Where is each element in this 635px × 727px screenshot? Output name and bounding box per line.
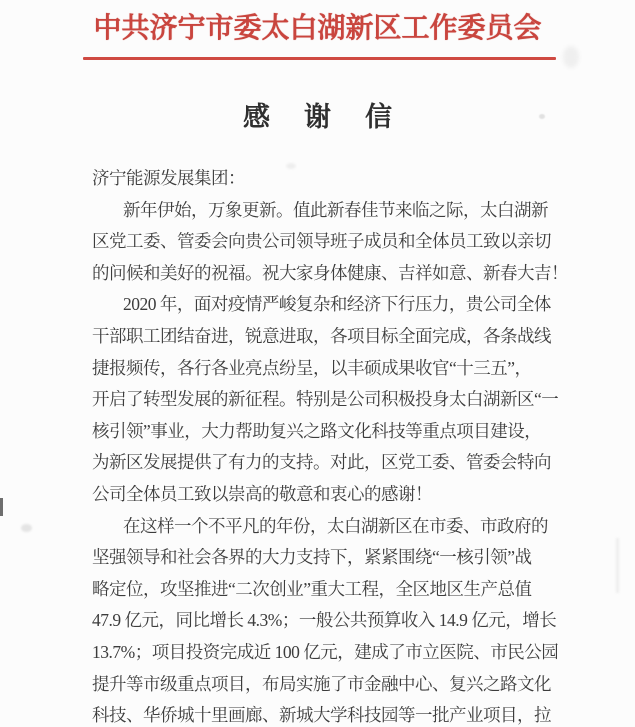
body-line: 核引领”事业，大力帮助复兴之路文化科技等重点项目建设， bbox=[92, 420, 542, 441]
letterhead-divider bbox=[83, 57, 556, 60]
letter-title-char: 信 bbox=[365, 102, 392, 132]
letter-title-char: 感 bbox=[243, 102, 270, 132]
body-line: 开启了转型发展的新征程。特别是公司积极投身太白湖新区“一 bbox=[92, 389, 559, 410]
body-line: 2020 年，面对疫情严峻复杂和经济下行压力，贵公司全体 bbox=[123, 294, 551, 315]
letter-body bbox=[0, 163, 635, 727]
body-line: 为新区发展提供了有力的支持。对此，区党工委、管委会特向 bbox=[92, 452, 551, 473]
letter-title-char: 谢 bbox=[304, 102, 331, 132]
body-line: 在这样一个不平凡的年份，太白湖新区在市委、市政府的 bbox=[123, 515, 548, 536]
body-line: 公司全体员工致以崇高的敬意和衷心的感谢！ bbox=[92, 483, 432, 504]
body-line: 区党工委、管委会向贵公司领导班子成员和全体员工致以亲切 bbox=[92, 231, 551, 252]
body-line: 干部职工团结奋进，锐意进取，各项目标全面完成，各条战线 bbox=[92, 325, 551, 346]
body-line: 捷报频传，各行各业亮点纷呈，以丰硕成果收官“十三五”， bbox=[92, 357, 532, 378]
scan-artifact bbox=[563, 46, 579, 68]
body-line: 科技、华侨城十里画廊、新城大学科技园等一批产业项目，拉 bbox=[92, 705, 551, 726]
body-line: 的问候和美好的祝福。祝大家身体健康、吉祥如意、新春大吉！ bbox=[92, 262, 568, 283]
body-line: 13.7%；项目投资完成近 100 亿元，建成了市立医院、市民公园 bbox=[92, 641, 559, 662]
body-line: 47.9 亿元，同比增长 4.3%；一般公共预算收入 14.9 亿元，增长 bbox=[92, 610, 557, 631]
body-line: 新年伊始，万象更新。值此新春佳节来临之际，太白湖新 bbox=[123, 199, 548, 220]
body-line: 略定位，攻坚推进“二次创业”重大工程，全区地区生产总值 bbox=[92, 578, 532, 599]
body-line: 提升等市级重点项目，布局实施了市金融中心、复兴之路文化 bbox=[92, 673, 551, 694]
salutation: 济宁能源发展集团： bbox=[92, 168, 245, 188]
body-line: 坚强领导和社会各界的大力支持下，紧紧围绕“一核引领”战 bbox=[92, 547, 532, 568]
letterhead-org-name: 中共济宁市委太白湖新区工作委员会 bbox=[93, 12, 542, 43]
letter-title bbox=[0, 103, 635, 131]
